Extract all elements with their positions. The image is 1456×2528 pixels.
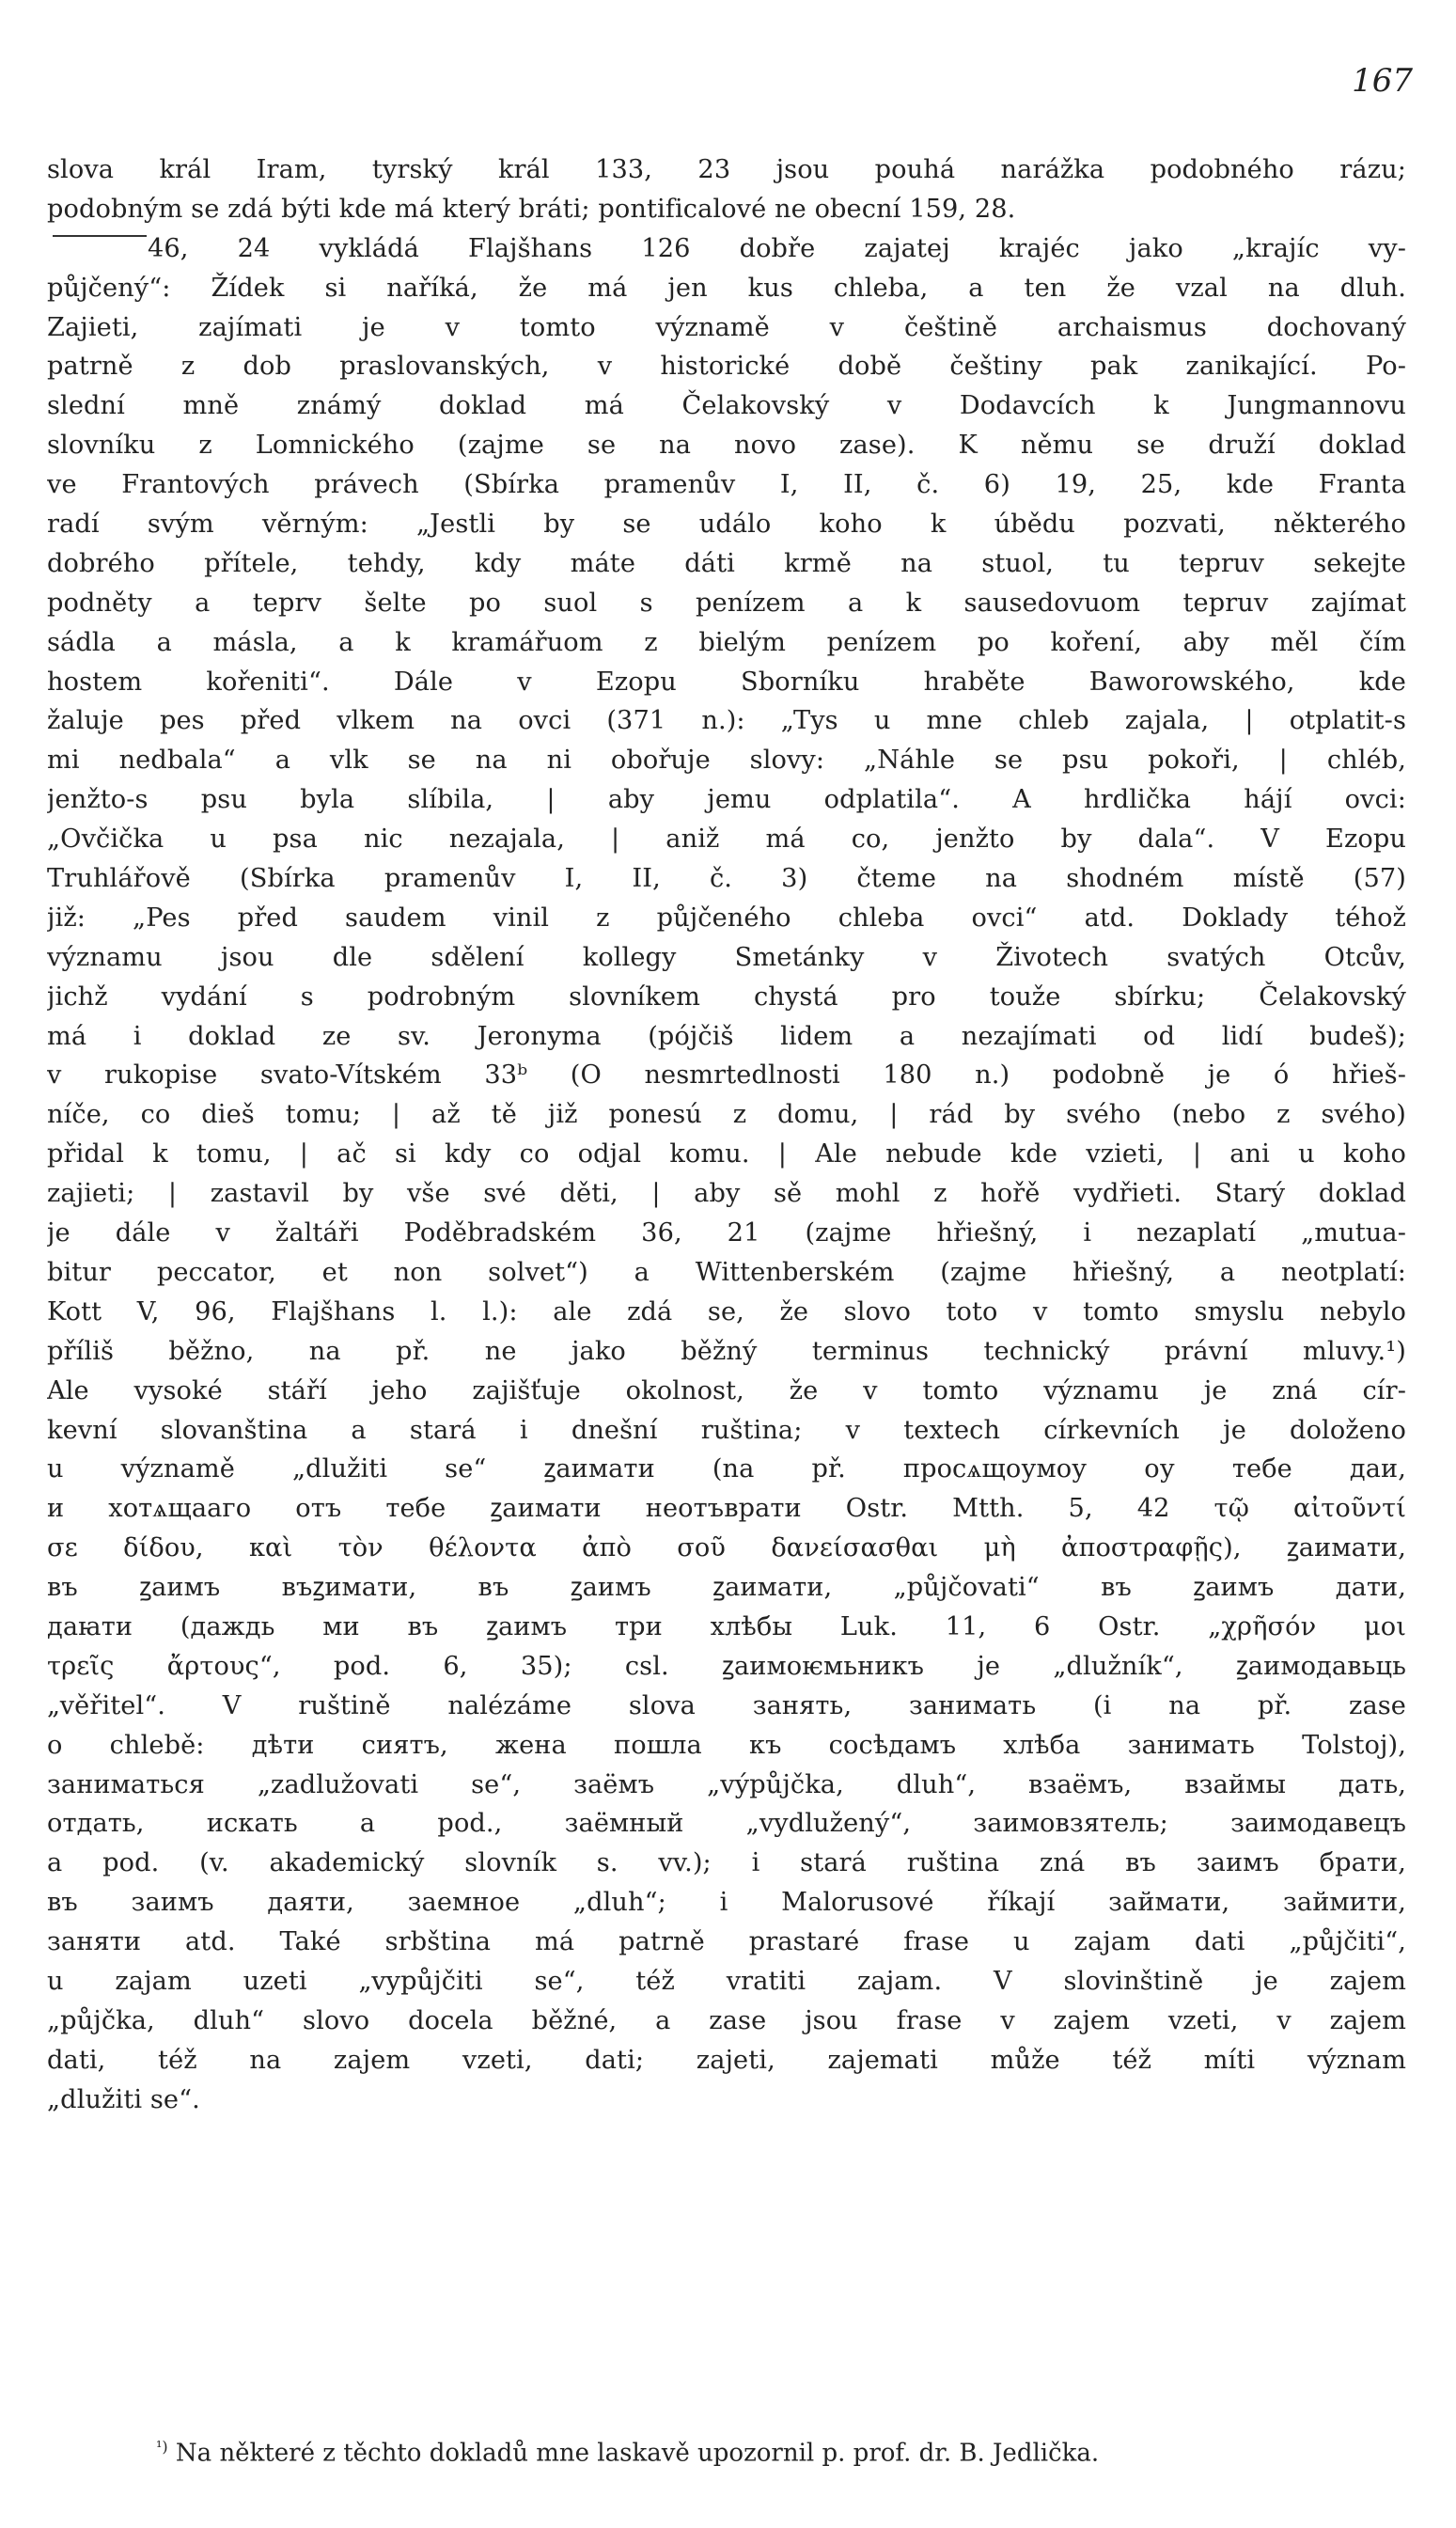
- text-line: patrně z dob praslovanských, v historické době češtiny pak zanikající. Po-: [47, 352, 1406, 382]
- text-line: ve Frantových právech (Sbírka pramenův I, II, č. 6) 19, 25, kde Franta: [47, 470, 1406, 500]
- text-line: zajieti; | zastavil by vše své děti, | aby sě mohl z hořě vydřieti. Starý doklad: [47, 1179, 1406, 1209]
- text-line: заняти atd. Také srbština má patrně prastaré frase u zajam dati „půjčiti“,: [47, 1927, 1406, 1957]
- text-line: Kott V, 96, Flajšhans l. l.): ale zdá se, že slovo toto v tomto smyslu nebylo: [47, 1296, 1406, 1327]
- text-line: slední mně známý doklad má Čelakovský v Dodavcích k Jungmannovu: [47, 391, 1406, 421]
- text-line: „věřitel“. V ruštině nalézáme slova занять, занимать (i na př. zase: [47, 1690, 1406, 1720]
- text-line: dobrého přítele, tehdy, kdy máte dáti krmě na stuol, tu tepruv sekejte: [47, 548, 1406, 578]
- text-line: již: „Pes před saudem vinil z půjčeného chleba ovci“ atd. Doklady téhož: [47, 903, 1406, 933]
- footnote-text: Na některé z těchto dokladů mne laskavě upozornil p. prof. dr. B. Jedlička.: [175, 2439, 1100, 2468]
- text-line: bitur peccator, et non solvet“) a Wittenberském (zajme hřiešný, a neotplatí:: [47, 1257, 1406, 1287]
- text-line: 46, 24 vykládá Flajšhans 126 dobře zajatej krajéc jako „krajíc vy-: [148, 233, 1406, 263]
- text-line: je dále v žaltáři Poděbradském 36, 21 (zajme hřiešný, i nezaplatí „mutua-: [47, 1218, 1406, 1248]
- text-line: jichž vydání s podrobným slovníkem chystá pro touže sbírku; Čelakovský: [47, 981, 1406, 1012]
- text-line: významu jsou dle sdělení kollegy Smetánky v Životech svatých Otcův,: [47, 942, 1406, 972]
- text-line: radí svým věrným: „Jestli by se událo koho k úbědu pozvati, některého: [47, 510, 1406, 540]
- text-line: заниматься „zadlužovati se“, заёмъ „výpůjčka, dluh“, взаёмъ, взаймы дать,: [47, 1769, 1406, 1799]
- text-line: „půjčka, dluh“ slovo docela běžné, a zase jsou frase v zajem vzeti, v zajem: [47, 2005, 1406, 2035]
- footnote-mark: ¹): [156, 2438, 168, 2456]
- text-line: půjčený“: Žídek si naříká, že má jen kus chleba, a ten že vzal na dluh.: [47, 273, 1406, 303]
- text-line: kevní slovanština a stará i dnešní ruština; v textech církevních je doloženo: [47, 1415, 1406, 1445]
- body-text: [47, 150, 1406, 2120]
- text-line: „Ovčička u psa nic nezajala, | aniž má co, jenžto by dala“. V Ezopu: [47, 824, 1406, 855]
- text-line: přidal k tomu, | ač si kdy co odjal komu. | Ale nebude kde vzieti, | ani u koho: [47, 1139, 1406, 1170]
- text-line: jenžto-s psu byla slíbila, | aby jemu odplatila“. A hrdlička hájí ovci:: [47, 785, 1406, 815]
- text-line: въ ꙁаимъ въꙁимати, въ ꙁаимъ ꙁаимати, „půjčovati“ въ ꙁаимъ дати,: [47, 1573, 1406, 1603]
- text-line: podobným se zdá býti kde má který bráti; pontificalové ne obecní 159, 28.: [47, 194, 1016, 224]
- text-line: slova král Iram, tyrský král 133, 23 jsou pouhá narážka podobného rázu;: [47, 155, 1406, 184]
- text-line: sádla a másla, a k kramářuom z bielým penízem po koření, aby měl čím: [47, 627, 1406, 657]
- text-line: въ заимъ даяти, заемное „dluh“; i Malorusové říkají займати, займити,: [47, 1888, 1406, 1918]
- text-line: slovníku z Lomnického (zajme se na novo zase). K němu se druží doklad: [47, 431, 1406, 461]
- text-line: o chlebě: дѣти сиятъ, жена пошла къ сосѣдамъ хлѣба занимать Tolstoj),: [47, 1730, 1406, 1760]
- text-line: žaluje pes před vlkem na ovci (371 n.): „Tys u mne chleb zajala, | otplatit-s: [47, 706, 1406, 736]
- text-line: v rukopise svato-Vítském 33ᵇ (O nesmrtedlnosti 180 n.) podobně je ó hřieš-: [47, 1060, 1406, 1091]
- text-line: příliš běžno, na př. ne jako běžný terminus technický právní mluvy.¹): [47, 1336, 1406, 1366]
- text-line: u zajam uzeti „vypůjčiti se“, též vratiti zajam. V slovinštině je zajem: [47, 1966, 1406, 1996]
- text-line: dati, též na zajem vzeti, dati; zajeti, zajemati může též míti význam: [47, 2045, 1406, 2075]
- text-line: σε δίδου, καὶ τὸν θέλοντα ἀπὸ σοῦ δανείσασθαι μὴ ἀποστραφῇς), ꙁаимати,: [47, 1533, 1406, 1563]
- text-line: u významě „dlužiti se“ ꙁаимати (na př. просѧщоумоу оу тебе даи,: [47, 1454, 1406, 1484]
- text-line: Ale vysoké stáří jeho zajišťuje okolnost, že v tomto významu je zná cír-: [47, 1375, 1406, 1405]
- text-line: podněty a teprv šelte po suol s penízem a k sausedovuom tepruv zajímat: [47, 588, 1406, 618]
- text-line: a pod. (v. akademický slovník s. vv.); i stará ruština zná въ заимъ брати,: [47, 1848, 1406, 1878]
- text-line: „dlužiti se“.: [47, 2084, 200, 2114]
- text-line: Truhlářově (Sbírka pramenův I, II, č. 3) čteme na shodném místě (57): [47, 864, 1406, 894]
- page-number: 167: [1352, 62, 1413, 100]
- footnote: [156, 2430, 1099, 2471]
- text-line: hostem kořeniti“. Dále v Ezopu Sborníku hraběte Baworowského, kde: [47, 667, 1406, 697]
- text-line: даꙗти (даждь ми въ ꙁаимъ три хлѣбы Luk. 11, 6 Ostr. „χρῆσόν μοι: [47, 1611, 1406, 1641]
- text-line: níče, co dieš tomu; | až tě již ponesú z domu, | rád by svého (nebo z svého): [47, 1100, 1406, 1130]
- text-line: Zajieti, zajímati je v tomto významě v češtině archaismus dochovaný: [47, 312, 1406, 342]
- text-line: τρεῖς ἄρτους“, pod. 6, 35); csl. ꙁаимоѥмьникъ je „dlužník“, ꙁаимодавьць: [47, 1651, 1406, 1681]
- text-line: отдать, искать a pod., заёмный „vydlužený“, заимовзятель; заимодавецъ: [47, 1809, 1406, 1839]
- text-line: и хотѧщааго отъ тебе ꙁаимати неотъврати Ostr. Mtth. 5, 42 τῷ αἰτοῦντί: [47, 1494, 1406, 1524]
- text-line: má i doklad ze sv. Jeronyma (pójčiš lidem a nezajímati od lidí budeš);: [47, 1021, 1406, 1051]
- text-line: mi nedbala“ a vlk se na ni obořuje slovy: „Náhle se psu pokoři, | chléb,: [47, 746, 1406, 776]
